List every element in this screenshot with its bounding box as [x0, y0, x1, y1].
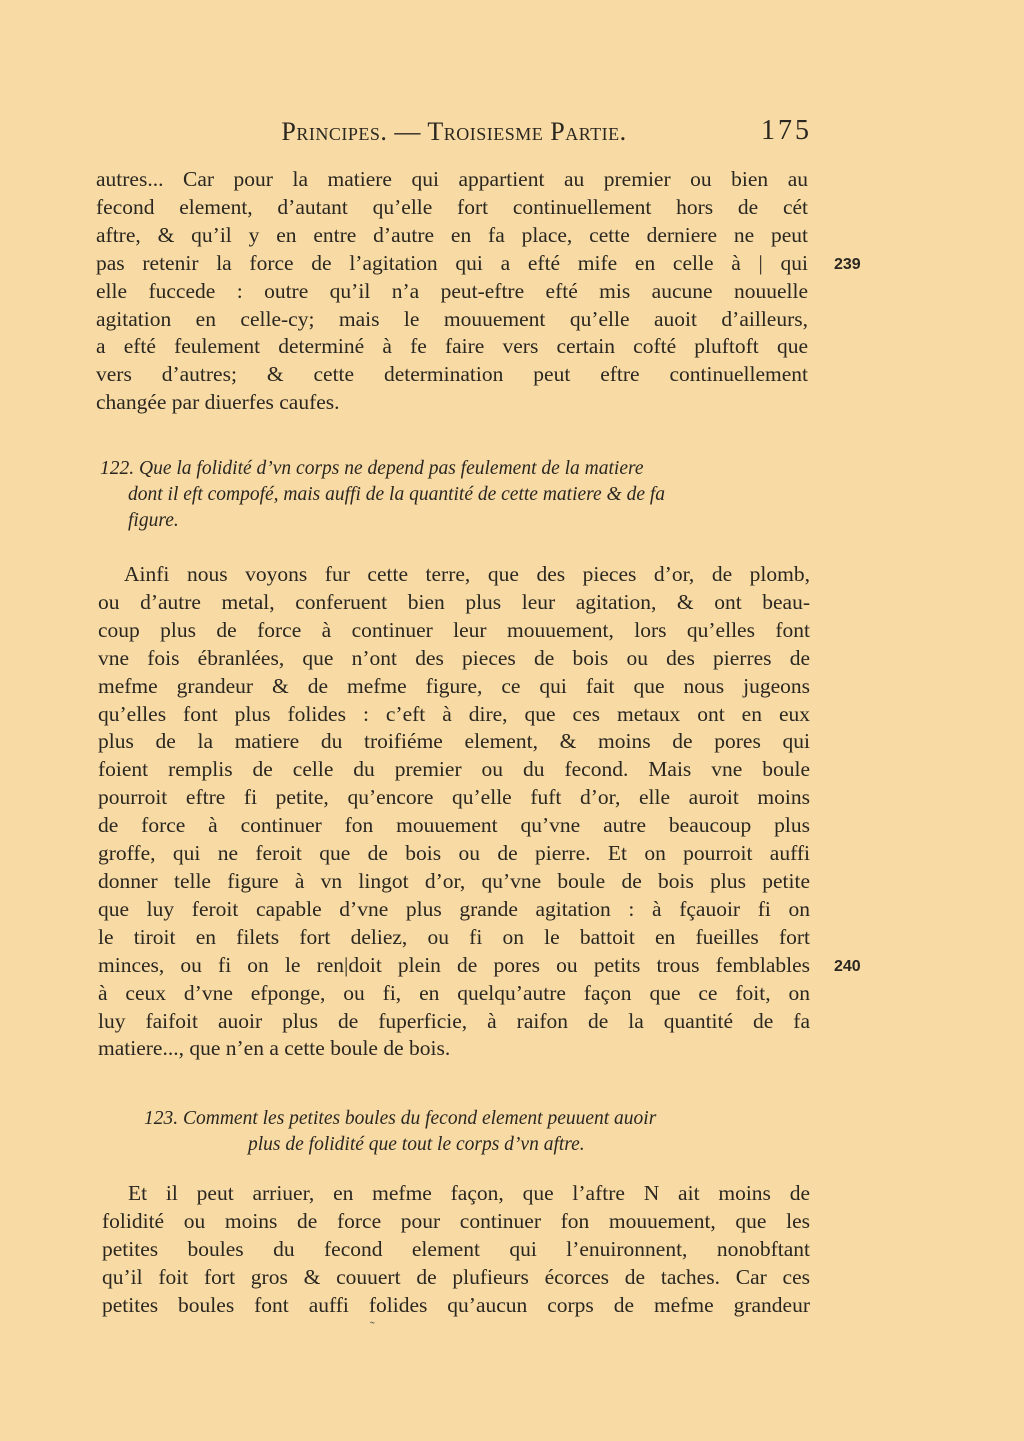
running-title: Principes. — Troisiesme Partie. [281, 117, 627, 146]
text-line: le tiroit en filets fort deliez, ou fi on le battoit en fueilles fort [98, 924, 810, 949]
section-heading-122 [100, 456, 812, 534]
heading-line: 122. Que la folidité d’vn corps ne depend pas feulement de la matiere [100, 458, 644, 479]
text-line: luy faifoit auoir plus de fuperficie, à raifon de la quantité de fa [98, 1008, 810, 1033]
text-line: a efté feulement determiné à fe faire vers certain cofté pluftoft que [96, 334, 808, 359]
page-number: 175 [761, 115, 812, 146]
heading-line: figure. [128, 510, 179, 531]
text-line: autres... Car pour la matiere qui appartient au premier ou bien au [96, 167, 808, 191]
text-line: fecond element, d’autant qu’elle fort continuellement hors de cét [96, 194, 808, 219]
text-line: ou d’autre metal, conferuent bien plus leur agitation, & ont beau- [98, 589, 810, 614]
text-line: de force à continuer fon mouuement qu’vne autre beaucoup plus [98, 813, 810, 838]
heading-line: plus de folidité que tout le corps d’vn aftre. [248, 1134, 585, 1155]
paragraph-continuation [96, 166, 808, 417]
text-line: folidité ou moins de force pour continuer fon mouuement, que les [102, 1208, 810, 1233]
text-line: elle fuccede : outre qu’il n’a peut-eftre efté mis aucune nouuelle [96, 278, 808, 303]
text-line: Ainfi nous voyons fur cette terre, que des pieces d’or, de plomb, [124, 562, 810, 586]
text-line: Et il peut arriuer, en mefme façon, que l’aftre N ait moins de [128, 1181, 810, 1205]
running-header [96, 113, 812, 153]
margin-page-reference: 240 [834, 958, 861, 975]
text-line: groffe, qui ne feroit que de bois ou de pierre. Et on pourroit auffi [98, 841, 810, 866]
footer-mark: ˜ [370, 1320, 375, 1335]
text-line: petites boules font auffi folides qu’aucun corps de mefme grandeur [102, 1292, 810, 1317]
paragraph-122 [98, 561, 810, 1063]
text-line: qu’il foit fort gros & couuert de plufieurs écorces de taches. Car ces [102, 1264, 810, 1289]
paragraph-123 [102, 1180, 810, 1320]
text-line: mefme grandeur & de mefme figure, ce qui fait que nous jugeons [98, 673, 810, 698]
heading-line: 123. Comment les petites boules du fecond element peuuent auoir [144, 1108, 657, 1129]
text-line: changée par diuerfes caufes. [96, 390, 340, 415]
text-line: minces, ou fi on le ren|doit plein de pores ou petits trous femblables [98, 952, 810, 977]
text-line: que luy feroit capable d’vne plus grande agitation : à fçauoir fi on [98, 896, 810, 921]
text-line: coup plus de force à continuer leur mouuement, lors qu’elles font [98, 617, 810, 642]
text-line: à ceux d’vne efponge, ou fi, en quelqu’autre façon que ce foit, on [98, 980, 810, 1005]
text-line: pourroit eftre fi petite, qu’encore qu’elle fuft d’or, elle auroit moins [98, 785, 810, 810]
text-line: vne fois ébranlées, que n’ont des pieces de bois ou des pierres de [98, 645, 810, 670]
text-line: aftre, & qu’il y en entre d’autre en fa place, cette derniere ne peut [96, 222, 808, 247]
text-line: qu’elles font plus folides : c’eft à dire, que ces metaux ont en eux [98, 701, 810, 726]
text-line: pas retenir la force de l’agitation qui a efté mife en celle à | qui [96, 250, 808, 275]
margin-page-reference: 239 [834, 256, 861, 273]
section-heading-123 [144, 1106, 784, 1158]
heading-line: dont il eft compofé, mais auffi de la quantité de cette matiere & de fa [128, 484, 666, 505]
text-line: matiere..., que n’en a cette boule de bois. [98, 1036, 451, 1061]
text-line: donner telle figure à vn lingot d’or, qu’vne boule de bois plus petite [98, 868, 810, 893]
text-line: plus de la matiere du troifiéme element, & moins de pores qui [98, 729, 810, 754]
text-line: agitation en celle-cy; mais le mouuement qu’elle auoit d’ailleurs, [96, 306, 808, 331]
text-line: vers d’autres; & cette determination peut eftre continuellement [96, 362, 808, 387]
text-line: petites boules du fecond element qui l’enuironnent, nonobftant [102, 1236, 810, 1261]
text-line: foient remplis de celle du premier ou du fecond. Mais vne boule [98, 757, 810, 782]
